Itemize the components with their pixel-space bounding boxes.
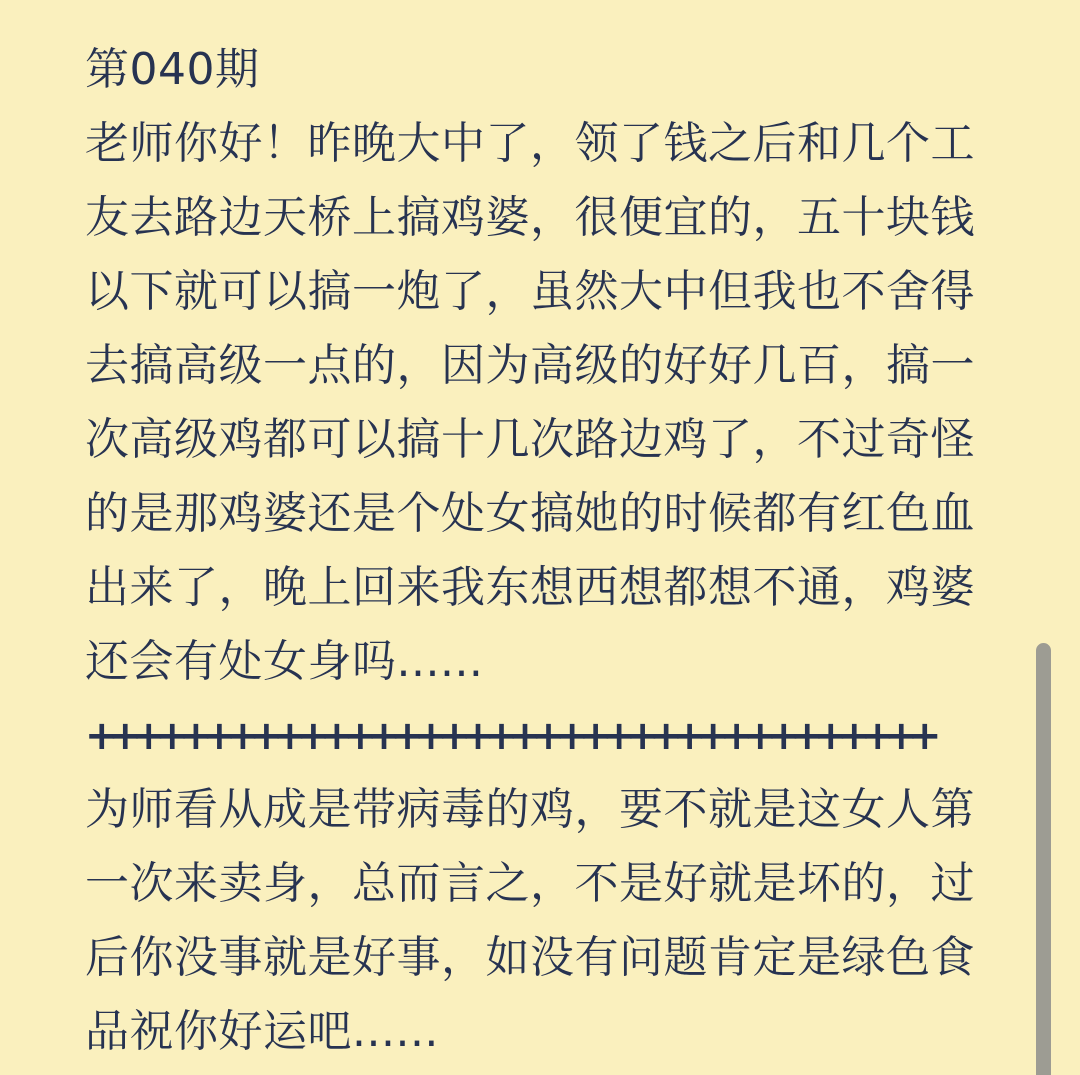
question-line: 次高级鸡都可以搞十几次路边鸡了，不过奇怪 <box>85 414 975 465</box>
question-line: 去搞高级一点的，因为高级的好好几百，搞一 <box>85 340 975 391</box>
question-line: 以下就可以搞一炮了，虽然大中但我也不舍得 <box>85 266 975 317</box>
separator-line: ++++++++++++++++++++++++++++++++++++ <box>85 713 932 759</box>
question-line: 出来了，晚上回来我东想西想都想不通，鸡婆 <box>85 562 975 613</box>
answer-line: 品祝你好运吧...... <box>85 1006 439 1057</box>
question-line: 的是那鸡婆还是个处女搞她的时候都有红色血 <box>85 488 975 539</box>
scrollbar-thumb[interactable] <box>1036 643 1051 1075</box>
answer-line: 后你没事就是好事，如没有问题肯定是绿色食 <box>85 932 975 983</box>
question-line: 老师你好！昨晚大中了，领了钱之后和几个工 <box>85 118 975 169</box>
issue-number: 第040期 <box>85 44 260 95</box>
answer-line: 一次来卖身，总而言之，不是好就是坏的，过 <box>85 858 975 909</box>
question-line: 友去路边天桥上搞鸡婆，很便宜的，五十块钱 <box>85 192 975 243</box>
question-line: 还会有处女身吗...... <box>85 636 484 687</box>
answer-line: 为师看从成是带病毒的鸡，要不就是这女人第 <box>85 784 975 835</box>
